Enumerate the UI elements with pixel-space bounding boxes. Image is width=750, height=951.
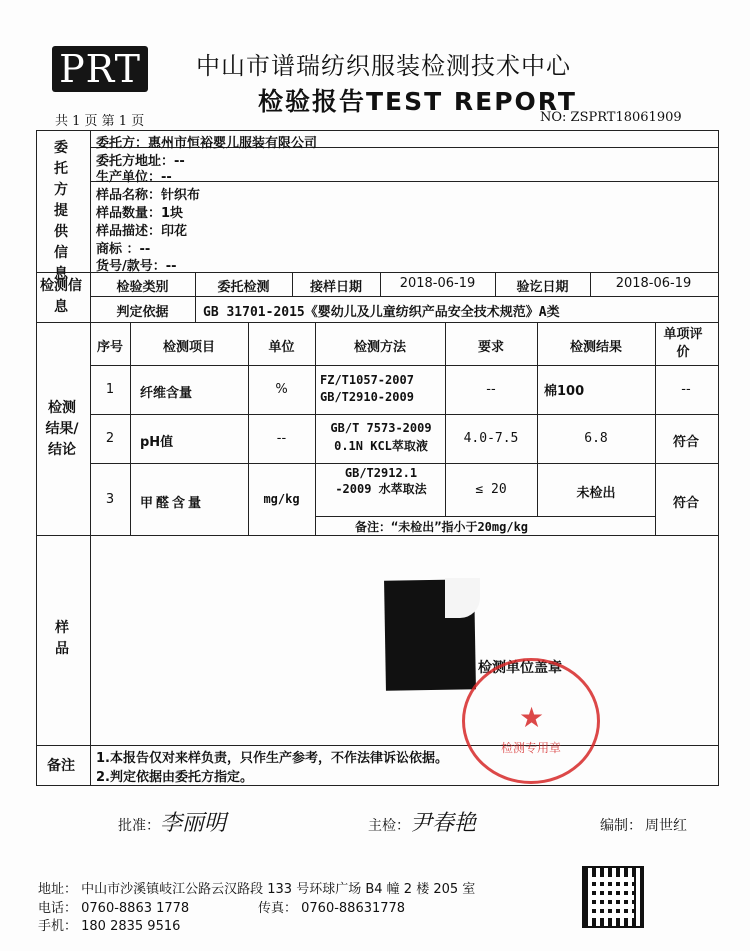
col-requirement: 要求	[477, 340, 504, 355]
page-count: 共 1 页 第 1 页	[55, 114, 145, 129]
footer-fax: 传真： 0760-88631778	[258, 901, 406, 916]
trademark: 商标 ：--	[96, 242, 151, 257]
approve-signature: 李丽明	[160, 811, 227, 836]
notes-section-label: 备注	[47, 758, 75, 774]
note-line-1: 1.本报告仅对来样负责，只作生产参考，不作法律诉讼依据。	[96, 751, 448, 766]
test-type-value: 委托检测	[217, 280, 270, 295]
stamp-caption: 检测单位盖章	[478, 660, 562, 676]
finish-date-label: 验讫日期	[516, 280, 569, 295]
compile-name: 周世红	[645, 818, 687, 834]
row3-method: GB/T2912.1 -2009 水萃取法	[335, 466, 427, 496]
divider	[90, 463, 718, 464]
sample-name: 样品名称：针织布	[96, 188, 201, 203]
row3-no: 3	[105, 492, 115, 507]
footer-phone: 电话： 0760-8863 1778	[38, 901, 190, 916]
client-section-label: 委托方提供信息	[54, 140, 68, 282]
footer-mobile: 手机： 180 2835 9516	[38, 919, 181, 934]
test-type-label: 检验类别	[116, 280, 169, 295]
row2-requirement: 4.0-7.5	[463, 431, 519, 446]
seal-star-icon: ★	[519, 701, 545, 734]
row1-verdict: --	[681, 382, 691, 397]
col-item: 检测项目	[162, 340, 215, 355]
row1-requirement: --	[486, 382, 496, 397]
divider	[36, 535, 718, 536]
check-signature: 尹春艳	[410, 811, 477, 836]
row2-method: GB/T 7573-2009 0.1N KCL萃取液	[330, 421, 432, 453]
col-no: 序号	[96, 340, 123, 355]
divider	[90, 365, 718, 366]
sample-date-label: 接样日期	[309, 280, 362, 295]
divider	[36, 322, 718, 323]
row2-verdict: 符合	[672, 435, 699, 450]
producer: 生产单位：--	[96, 170, 172, 185]
compile-label: 编制：	[600, 818, 642, 834]
divider	[90, 296, 718, 297]
row1-method: FZ/T1057-2007 GB/T2910-2009	[320, 373, 414, 404]
divider	[36, 745, 718, 746]
sample-quantity: 样品数量：1块	[96, 206, 184, 221]
report-number: NO: ZSPRT18061909	[540, 110, 682, 125]
org-name: 中山市谱瑞纺织服装检测技术中心	[196, 52, 571, 80]
row3-requirement: ≤ 20	[475, 482, 507, 497]
detect-section-label: 检测信息	[40, 278, 82, 315]
style-number: 货号/款号：--	[96, 259, 177, 274]
report-title: 检验报告TEST REPORT	[258, 87, 577, 116]
divider	[90, 181, 718, 182]
row3-result: 未检出	[576, 486, 616, 501]
col-unit: 单位	[268, 340, 295, 355]
divider	[315, 516, 655, 517]
row2-item: pH值	[140, 435, 174, 450]
divider	[90, 130, 91, 785]
client-address: 委托方地址：--	[96, 154, 185, 169]
check-label: 主检：	[368, 818, 410, 834]
basis-label: 判定依据	[116, 305, 169, 320]
row1-no: 1	[105, 382, 115, 397]
qr-code[interactable]	[582, 866, 644, 928]
row1-result: 棉100	[544, 384, 585, 399]
sample-date: 2018-06-19	[399, 276, 476, 291]
approve-label: 批准：	[118, 818, 160, 834]
results-remark: 备注：“未检出”指小于20mg/kg	[355, 520, 529, 534]
sample-description: 样品描述：印花	[96, 224, 188, 239]
basis-value: GB 31701-2015《婴幼儿及儿童纺织产品安全技术规范》A类	[203, 305, 560, 320]
col-method: 检测方法	[353, 340, 406, 355]
note-line-2: 2.判定依据由委托方指定。	[96, 770, 253, 785]
row3-item: 甲醛含量	[140, 496, 205, 511]
row2-no: 2	[105, 431, 115, 446]
row2-result: 6.8	[584, 431, 608, 446]
sample-section-label: 样品	[55, 620, 69, 657]
prt-logo: PRT	[52, 46, 148, 92]
row1-unit: %	[275, 382, 288, 397]
row3-unit: mg/kg	[263, 492, 300, 506]
col-verdict: 单项评价	[663, 327, 703, 360]
col-result: 检测结果	[569, 340, 622, 355]
seal-text: 检测专用章	[500, 741, 561, 755]
footer-address: 地址： 中山市沙溪镇岐江公路云汉路段 133 号环球广场 B4 幢 2 楼 205 室	[38, 882, 476, 897]
row1-item: 纤维含量	[140, 386, 193, 401]
row3-verdict: 符合	[672, 496, 699, 511]
finish-date: 2018-06-19	[615, 276, 692, 291]
official-seal	[462, 658, 600, 784]
results-section-label: 检测结果/结论	[45, 400, 79, 458]
client-name: 委托方：惠州市恒裕婴儿服装有限公司	[96, 136, 318, 151]
divider	[90, 414, 718, 415]
row2-unit: --	[276, 431, 287, 446]
